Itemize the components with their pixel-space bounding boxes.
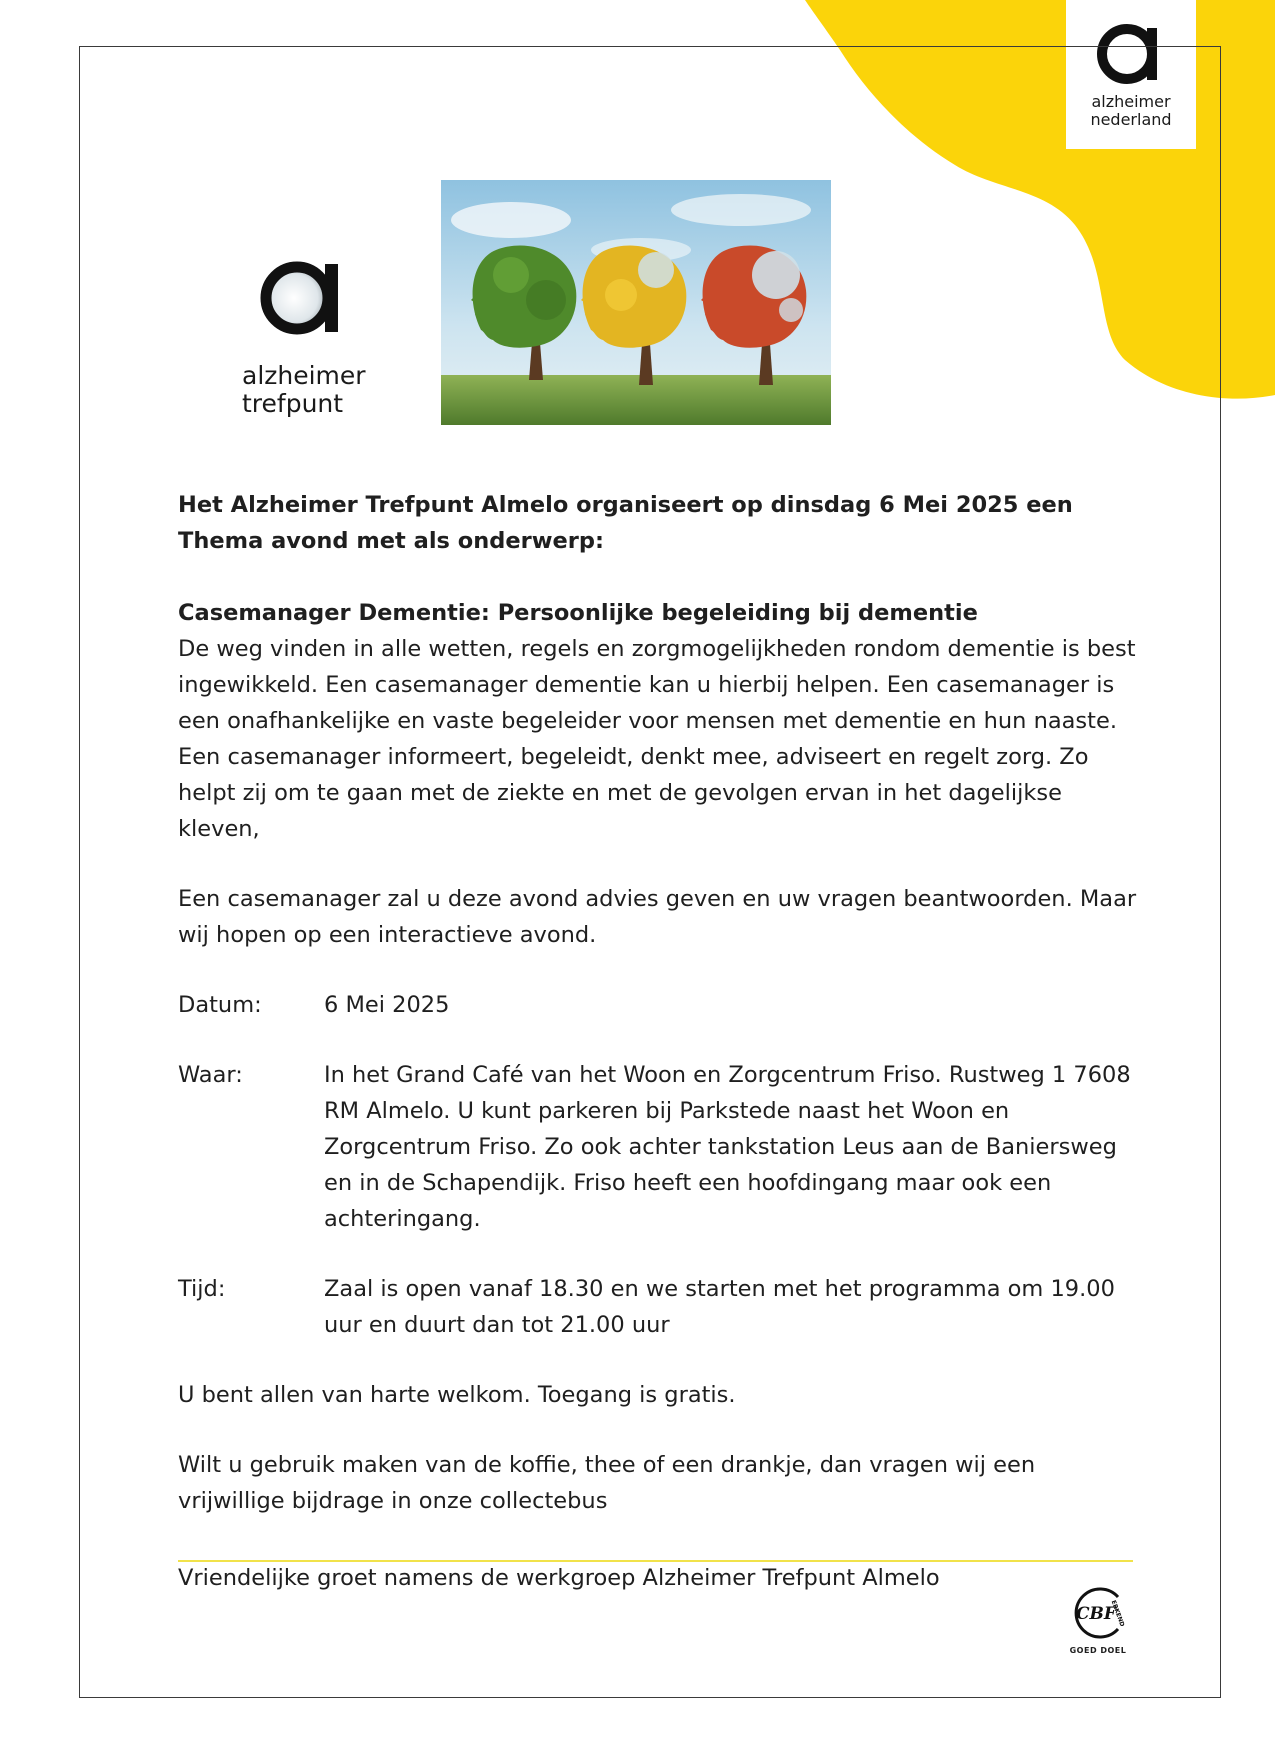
- time-value: Zaal is open vanaf 18.30 en we starten met het programma om 19.00 uur en duurt dan tot 21.00 uur: [324, 1276, 1115, 1338]
- signoff-text: Vriendelijke groet namens de werkgroep Alzheimer Trefpunt Almelo: [178, 1565, 940, 1591]
- advice-paragraph: Een casemanager zal u deze avond advies geven en uw vragen beantwoorden. Maar wij hopen op een interactieve avond.: [178, 886, 1137, 948]
- date-value: 6 Mei 2025: [324, 992, 450, 1018]
- time-row: [178, 1271, 1138, 1343]
- cbf-seal-icon: [1068, 1583, 1128, 1643]
- cbf-ring-text: ERKEND: [1109, 1599, 1126, 1628]
- donation-text: Wilt u gebruik maken van de koffie, thee of een drankje, dan vragen wij een vrijwillige bijdrage in onze collectebus: [178, 1452, 1036, 1514]
- location-row: [178, 1057, 1138, 1237]
- date-label: Datum:: [178, 992, 262, 1018]
- location-value: In het Grand Café van het Woon en Zorgcentrum Friso. Rustweg 1 7608 RM Almelo. U kunt parkeren bij Parkstede naast het Woon en Zorgcentrum Friso. Zo ook achter tankstation Leus aan de Baniersweg en in de Schapendijk. Friso heeft een hoofdingang maar ook een achteringang.: [324, 1062, 1131, 1232]
- flyer-content: [178, 487, 1138, 1519]
- event-intro: Het Alzheimer Trefpunt Almelo organiseert op dinsdag 6 Mei 2025 een Thema avond met als onderwerp:: [178, 492, 1073, 554]
- topic-body: De weg vinden in alle wetten, regels en zorgmogelijkheden rondom dementie is best ingewikkeld. Een casemanager dementie kan u hierbij helpen. Een casemanager is een onafhankelijke en vaste begeleider voor mensen met dementie en hun naaste. Een casemanager informeert, begeleidt, denkt mee, adviseert en regelt zorg. Zo helpt zij om te gaan met de ziekte en met de gevolgen ervan in het dagelijkse kleven,: [178, 636, 1136, 842]
- date-row: [178, 987, 1138, 1023]
- alzheimer-nederland-wordmark: alzheimer nederland: [1090, 92, 1172, 129]
- location-label: Waar:: [178, 1062, 243, 1088]
- letter-a-icon: [255, 248, 351, 344]
- alzheimer-trefpunt-logo: [242, 248, 382, 428]
- time-label: Tijd:: [178, 1276, 226, 1302]
- topic-title: Casemanager Dementie: Persoonlijke begeleiding bij dementie: [178, 600, 978, 626]
- cbf-caption: GOED DOEL: [1069, 1646, 1127, 1655]
- cbf-mark: CBF: [1076, 1604, 1116, 1624]
- cbf-badge: [1068, 1583, 1128, 1659]
- alzheimer-trefpunt-wordmark: alzheimer trefpunt: [242, 361, 366, 418]
- welcome-text: U bent allen van harte welkom. Toegang is gratis.: [178, 1382, 736, 1408]
- tree-heads-illustration: [441, 180, 831, 425]
